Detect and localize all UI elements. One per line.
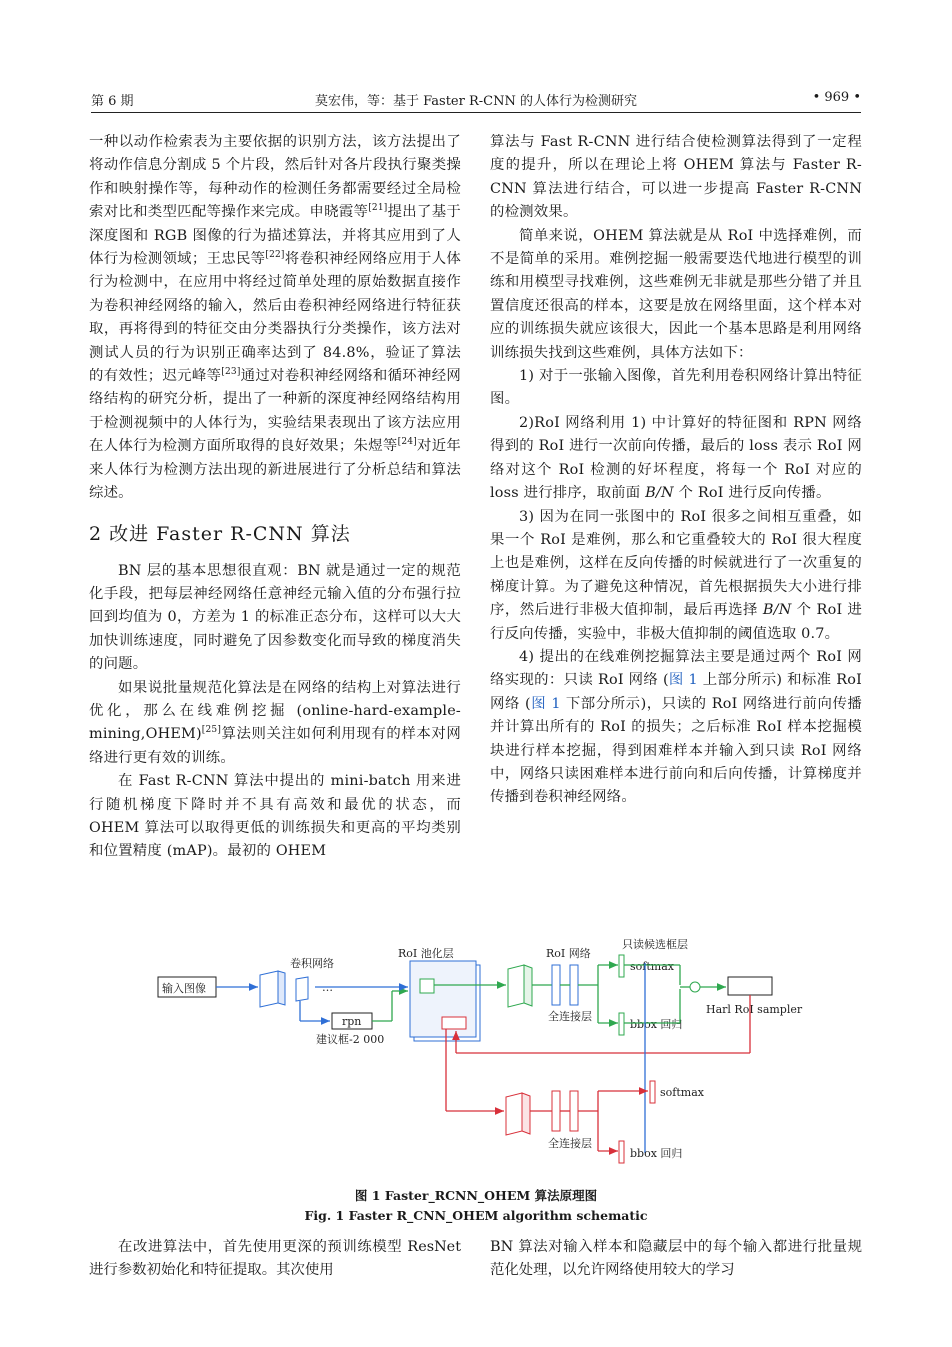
page-number: • 969 •	[812, 90, 861, 105]
text-run: 提出了基于深度图和 RGB 图像的行为描述算法，并将其应用到了人体行为检测领域；王忠民等	[89, 204, 461, 268]
softmax-top-label: softmax	[630, 960, 674, 973]
conv-block	[260, 971, 278, 1007]
paragraph: 1) 对于一张输入图像，首先利用卷积网络计算出特征图。	[490, 368, 862, 408]
roi-pool-label: RoI 池化层	[398, 947, 454, 960]
math-var: B/N	[645, 485, 674, 502]
citation: [25]	[201, 725, 222, 736]
roi-green	[420, 979, 434, 993]
running-header	[91, 88, 861, 113]
citation: [21]	[368, 203, 388, 214]
std-roi-block	[506, 1093, 522, 1135]
input-image-label: 输入图像	[162, 982, 206, 995]
running-title: 莫宏伟，等：基于 Faster R-CNN 的人体行为检测研究	[315, 94, 637, 109]
sampler-box	[728, 977, 772, 995]
bottom-left-text	[89, 1236, 461, 1283]
text-run: 个 RoI 进行反向传播，实验中，非极大值抑制的阈值选取 0.7。	[490, 602, 862, 642]
roi-net-block	[524, 965, 532, 1006]
paragraph	[89, 677, 461, 771]
bottom-right-text	[490, 1236, 862, 1283]
conv-network-label: 卷积网络	[290, 957, 334, 970]
roi-net-block	[508, 965, 524, 1007]
figure-caption-en: Fig. 1 Faster R_CNN_OHEM algorithm schematic	[304, 1208, 648, 1223]
issue-number: 第 6 期	[91, 94, 134, 109]
std-roi-block	[522, 1093, 530, 1134]
paragraph: BN 层的基本思想很直观：BN 就是通过一定的规范化手段，把每层神经网络任意神经元输入值的分布强行拉回到均值为 0，方差为 1 的标准正态分布，这样可以大大加快训练速度，同时避免了因参数变化而导致的梯度消失的问题。	[89, 562, 461, 673]
fc-bar	[570, 965, 578, 1005]
paragraph	[89, 131, 461, 506]
paragraph: 简单来说，OHEM 算法就是从 RoI 中选择难例，而不是简单的采用。难例挖掘一般需要迭代地进行模型的训练和用模型寻找难例，这些难例无非就是那些分错了并且置信度还很高的样本，这要是放在网络里面，这个样本对应的训练损失就应该很大，因此一个基本思路是利用网络训练损失找到这些难例，具体方法如下：	[490, 227, 862, 361]
text-run: 将卷积神经网络应用于人体行为检测中，在应用中将经过简单处理的原始数据直接作为卷积神经网络的输入，然后由卷积神经网络进行特征获取，再将得到的特征交由分类器执行分类操作，该方法对测试人员的行为识别正确率达到了 84.8%，验证了算法的有效性；迟元峰等	[89, 251, 461, 385]
softmax-bottom-bar	[650, 1081, 655, 1103]
conv-block	[278, 971, 285, 1005]
text-run: 4) 提出的在线难例挖掘算法主要是通过两个 RoI 网络实现的：只读 RoI 网络 (	[490, 648, 862, 689]
text-run: 下部分所示)，只读的 RoI 网络进行前向传播并计算出所有的 RoI 的损失；之后标准 RoI 样本挖掘模块进行样本挖掘，得到困难样本并输入到只读 RoI 网络中，网络只读困难样本进行前向和后向传播，计算梯度并传播到卷积神经网络。	[490, 695, 862, 806]
text-run: 通过对卷积神经网络和循环神经网络结构的研究分析，提出了一种新的深度神经网络结构用于检测视频中的人体行为，实验结果表现出了该方法应用在人体行为检测方面所取得的良好效果；朱煜等	[89, 368, 461, 455]
right-column	[490, 131, 862, 810]
figure-link[interactable]: 图 1	[530, 695, 561, 712]
bbox-top-bar	[619, 1013, 624, 1035]
text-run: 如果说批量规范化算法是在网络的结构上对算法进行优化，那么在线难例挖掘 (online-hard-example-mining,OHEM)	[89, 679, 461, 743]
ellipsis: …	[322, 981, 333, 994]
paragraph: 在 Fast R-CNN 算法中提出的 mini-batch 用来进行随机梯度下降时并不具有高效和最优的状态，而 OHEM 算法可以取得更低的训练损失和更高的平均类别和位置精度 (mAP)。最初的 OHEM	[89, 773, 461, 860]
bbox-top-label: bbox 回归	[630, 1018, 683, 1031]
paragraph	[490, 506, 862, 646]
paragraph: BN 算法对输入样本和隐藏层中的每个输入都进行批量规范化处理，以允许网络使用较大的学习	[490, 1239, 862, 1279]
fc-bottom-label: 全连接层	[548, 1137, 592, 1150]
conv-block	[296, 977, 308, 1001]
proposals-label: 建议框-2 000	[316, 1033, 385, 1046]
text-run: 对近年来人体行为检测方法出现的新进展进行了分析总结和算法综述。	[89, 438, 461, 502]
text-run: 算法则关注如何利用现有的样本对网络进行更有效的训练。	[89, 726, 461, 766]
section-heading: 2 改进 Faster R-CNN 算法	[89, 522, 351, 545]
fc-top-label: 全连接层	[548, 1010, 592, 1023]
citation: [23]	[221, 367, 241, 378]
rpn-label: rpn	[342, 1015, 362, 1028]
bbox-bottom-bar	[619, 1141, 624, 1163]
citation: [24]	[397, 437, 417, 448]
text-run: 2)RoI 网络利用 1) 中计算好的特征图和 RPN 网络得到的 RoI 进行一次前向传播，最后的 loss 表示 RoI 网络对这个 RoI 检测的好坏程度，将每一个 RoI 对应的 loss 进行排序，取前面	[490, 414, 862, 502]
text-run: 一种以动作检索表为主要依据的识别方法，该方法提出了将动作信息分割成 5 个片段，然后针对各片段执行聚类操作和映射操作等，每种动作的检测任务都需要经过全局检索对比和类型匹配等操作来完成。申晓霞等	[89, 134, 461, 221]
ohem-diagram	[140, 935, 820, 1175]
merge-node	[690, 982, 700, 992]
roi-net-label: RoI 网络	[546, 947, 591, 960]
text-run: 个 RoI 进行反向传播。	[673, 485, 831, 502]
fc-bar	[552, 1091, 560, 1131]
figure-link[interactable]: 图 1	[668, 672, 698, 689]
fc-bar	[570, 1091, 578, 1131]
softmax-top-bar	[619, 955, 624, 977]
sampler-label: Harl RoI sampler	[706, 1003, 803, 1016]
paragraph	[490, 412, 862, 506]
paragraph: 在改进算法中，首先使用更深的预训练模型 ResNet 进行参数初始化和特征提取。其次使用	[89, 1239, 461, 1279]
math-var: B/N	[762, 602, 792, 619]
roi-red	[442, 1017, 466, 1029]
left-column	[89, 131, 461, 864]
fc-bar	[552, 965, 560, 1005]
figure-caption-cn: 图 1 Faster_RCNN_OHEM 算法原理图	[354, 1188, 598, 1203]
citation: [22]	[265, 250, 285, 261]
paragraph: 算法与 Fast R-CNN 进行结合使检测算法得到了一定程度的提升，所以在理论上将 OHEM 算法与 Faster R-CNN 算法进行结合，可以进一步提高 Faster R-CNN 的检测效果。	[490, 134, 862, 221]
bbox-bottom-label: bbox 回归	[630, 1147, 683, 1160]
text-run: 上部分所示) 和标准 RoI 网络 (	[490, 672, 862, 712]
text-run: 3) 因为在同一张图中的 RoI 很多之间相互重叠，如果一个 RoI 是难例，那么和它重叠较大的 RoI 很大程度上也是难例，这样在反向传播的时候就进行了一次重复的梯度计算。为了避免这种情况，首先根据损失大小进行排序，然后进行非极大值抑制，最后再选择	[490, 508, 862, 619]
readonly-label: 只读候选框层	[622, 938, 688, 951]
paragraph	[490, 646, 862, 810]
softmax-bottom-label: softmax	[660, 1086, 704, 1099]
